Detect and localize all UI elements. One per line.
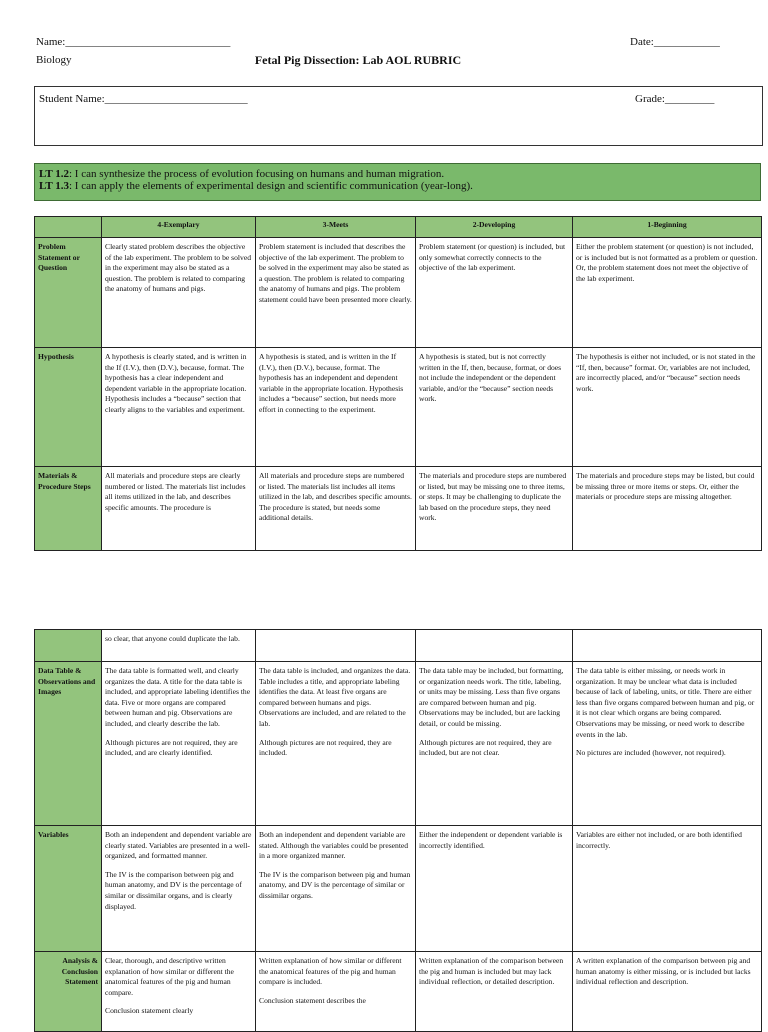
rubric-cell: A hypothesis is stated, and is written in the If (I.V.), then (D.V.), because, format. The hypothesis has an independent and dependent variable in the appropriate location. Hypothesis includes a “because” section, but needs more effort in connecting to the experiment. (256, 348, 416, 467)
rubric-cell: Problem statement is included that describes the objective of the lab experiment. The problem to be solved in the experiment may also be stated as a question. The problem is related to comparing the anatomy of humans and pigs. The problem statement could have been presented more clearly. (256, 238, 416, 348)
header-exemplary: 4-Exemplary (102, 217, 256, 238)
table-row (35, 348, 762, 467)
rubric-cell: Problem statement (or question) is included, but only somewhat correctly connects to the objective of the lab experiment. (416, 238, 573, 348)
rubric-cell: Written explanation of the comparison between the pig and human is included but may lack individual reflection, or detailed description. (416, 952, 573, 1032)
rubric-cell: The hypothesis is either not included, or is not stated in the “If, then, because” format. Or, variables are not included, are incorrectly placed, and/or “because” section needs work. (573, 348, 762, 467)
criterion-cell: Materials & Procedure Steps (35, 467, 102, 551)
name-field-label: Name:______________________________ (36, 36, 231, 48)
grade-label: Grade:_________ (635, 93, 715, 105)
table-row (35, 952, 762, 1032)
rubric-cell: A hypothesis is clearly stated, and is written in the If (I.V.), then (D.V.), because, format. The hypothesis has a clear independent and dependent variable in the appropriate location. Hypothesis includes a “because” section that clearly aligns to the variables and experiment. (102, 348, 256, 467)
rubric-cell: The materials and procedure steps are numbered or listed, but may be missing one to three items, or steps. It may be challenging to duplicate the lab based on the procedure steps, they need work. (416, 467, 573, 551)
table-row (35, 826, 762, 952)
criterion-cell (35, 630, 102, 662)
rubric-cell: so clear, that anyone could duplicate the lab. (102, 630, 256, 662)
criterion-cell: Variables (35, 826, 102, 952)
table-row (35, 662, 762, 826)
rubric-cell: Clearly stated problem describes the objective of the lab experiment. The problem to be solved in the experiment may also be stated as a question. The problem is related to comparing the anatomy of humans and pigs. (102, 238, 256, 348)
header-beginning: 1-Beginning (573, 217, 762, 238)
rubric-header-row (35, 217, 762, 238)
table-row (35, 238, 762, 348)
criterion-cell: Data Table & Observations and Images (35, 662, 102, 826)
rubric-cell: All materials and procedure steps are clearly numbered or listed. The materials list includes all items utilized in the lab, and describes specific amounts. The procedure is (102, 467, 256, 551)
learning-target-1: LT 1.2: I can synthesize the process of evolution focusing on humans and human migration. (39, 168, 445, 180)
header-blank (35, 217, 102, 238)
rubric-cell: The data table is either missing, or needs work in organization. It may be unclear what data is included because of lack of labeling, units, or title. There are either less than five organs compared between human and pig, or it is not clear which organs are being compared. Observations may be missing, or need work to describe events in the lab. No pictures are included (however, not required). (573, 662, 762, 826)
rubric-cell: Either the problem statement (or question) is not included, or is included but is not formatted as a problem or question. Or, the problem statement does not meet the objective of the lab experiment. (573, 238, 762, 348)
course-label: Biology (36, 54, 72, 66)
student-name-label: Student Name:__________________________ (39, 93, 248, 105)
rubric-cell (256, 630, 416, 662)
rubric-cell: The data table is formatted well, and clearly organizes the data. A title for the data table is included, and appropriate labeling identifies the data. Five or more organs are compared between human and pig. Observations are included, and clearly describe the lab. Although pictures are not required, they are included, and are clearly identified. (102, 662, 256, 826)
rubric-cell: Both an independent and dependent variable are clearly stated. Variables are presented in a well-organized, and formatted manner. The IV is the comparison between pig and human anatomy, and DV is the percentage of similar or dissimilar organs, and is clearly displayed. (102, 826, 256, 952)
page-title: Fetal Pig Dissection: Lab AOL RUBRIC (254, 53, 462, 67)
rubric-cell (416, 630, 573, 662)
table-row (35, 467, 762, 551)
table-row (35, 630, 762, 662)
rubric-cell: Written explanation of how similar or different the anatomical features of the pig and human compare is included. Conclusion statement describes the (256, 952, 416, 1032)
rubric-cell: All materials and procedure steps are numbered or listed. The materials list includes all items utilized in the lab, and describes specific amounts. The procedure is stated, but needs some additional details. (256, 467, 416, 551)
rubric-cell: The data table may be included, but formatting, or organization needs work. The title, labeling, or units may be missing. Less than five organs are compared between human and pig. Observations may be included, but are lacking detail, or could be missing. Although pictures are not required, they are included, but are not clear. (416, 662, 573, 826)
date-field-label: Date:____________ (630, 36, 720, 48)
rubric-cell: Clear, thorough, and descriptive written explanation of how similar or different the anatomical features of the pig and human compare. Conclusion statement clearly (102, 952, 256, 1032)
rubric-cell (573, 630, 762, 662)
criterion-cell: Analysis & Conclusion Statement (35, 952, 102, 1032)
rubric-cell: The data table is included, and organizes the data. Table includes a title, and appropriate labeling identifies the data. At least five organs are compared between humans and pigs. Observations are included, and are related to the lab. Although pictures are not required, they are included. (256, 662, 416, 826)
rubric-cell: The materials and procedure steps may be listed, but could be missing three or more items or steps. Or, either the materials or procedure steps are missing altogether. (573, 467, 762, 551)
criterion-cell: Problem Statement or Question (35, 238, 102, 348)
rubric-cell: A written explanation of the comparison between pig and human anatomy is either missing, or is included but lacks individual reflection and description. (573, 952, 762, 1032)
rubric-cell: Both an independent and dependent variable are stated. Although the variables could be presented in a more organized manner. The IV is the comparison between pig and human anatomy, and DV is the percentage of similar or dissimilar organs. (256, 826, 416, 952)
rubric-cell: Either the independent or dependent variable is incorrectly identified. (416, 826, 573, 952)
rubric-table-page1 (34, 216, 762, 551)
rubric-cell: A hypothesis is stated, but is not correctly written in the If, then, because, format, or does not include the independent or the dependent variable, and/or the “because” section needs work. (416, 348, 573, 467)
learning-targets-box (34, 163, 761, 201)
header-developing: 2-Developing (416, 217, 573, 238)
student-info-box (34, 86, 763, 146)
rubric-cell: Variables are either not included, or are both identified incorrectly. (573, 826, 762, 952)
header-meets: 3-Meets (256, 217, 416, 238)
criterion-cell: Hypothesis (35, 348, 102, 467)
rubric-table-page2 (34, 629, 762, 1032)
learning-target-2: LT 1.3: I can apply the elements of experimental design and scientific communication (year-long). (39, 180, 473, 192)
